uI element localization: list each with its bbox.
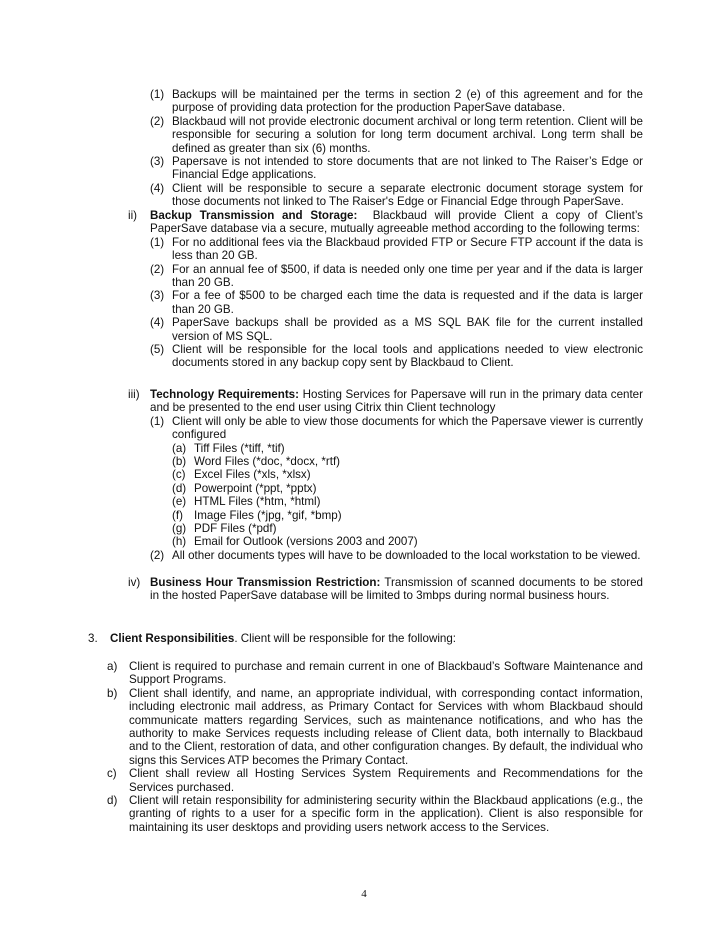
item-text: Client will be responsible to secure a separate electronic document storage system for those documents not linked to The Raiser's Edge or Financial Edge through PaperSave.: [172, 181, 643, 209]
list-item: [172, 455, 643, 468]
section-iv: [128, 576, 643, 603]
item-letter: c): [107, 767, 117, 781]
item-number: (4): [150, 316, 165, 330]
section-number: iv): [128, 576, 141, 589]
list-item: [172, 468, 643, 481]
list-item: [150, 316, 643, 343]
item-letter: (e): [172, 495, 187, 509]
list-item: [150, 115, 643, 155]
item-number: (4): [150, 181, 165, 195]
item-number: (3): [150, 289, 165, 303]
item-text: Powerpoint (*ppt, *pptx): [194, 481, 317, 495]
item-letter: (d): [172, 481, 187, 495]
item-text: Blackbaud will not provide electronic document archival or long term retention. Client will be responsible for securing a solution for long term document archival. Long term shall be defined as greater than six (6) months.: [172, 114, 643, 155]
item-text: For an annual fee of $500, if data is needed only one time per year and if the data is larger than 20 GB.: [172, 262, 643, 290]
section-iii-paragraph: [128, 388, 643, 415]
section-3-list: [107, 660, 643, 834]
list-item: [150, 88, 643, 115]
item-text: Tiff Files (*tiff, *tif): [194, 441, 285, 455]
item-number: (1): [150, 235, 165, 249]
item-letter: d): [107, 794, 118, 808]
section-text: Blackbaud will provide Client a copy of Client’s PaperSave database via a secure, mutually agreeable method according to the following terms:: [150, 209, 643, 236]
item-letter: b): [107, 686, 118, 700]
item-text: Client will only be able to view those documents for which the Papersave viewer is currently configured: [172, 414, 643, 442]
item-text: HTML Files (*htm, *html): [194, 495, 321, 509]
list-item: [107, 687, 643, 767]
list-item: [172, 495, 643, 508]
list-item: [150, 236, 643, 263]
item-text: PaperSave backups shall be provided as a MS SQL BAK file for the current installed version of MS SQL.: [172, 316, 643, 343]
item-number: (3): [150, 155, 165, 169]
section-number: ii): [128, 209, 138, 222]
section-number: iii): [128, 388, 140, 401]
item-text: Backups will be maintained per the terms in section 2 (e) of this agreement and for the purpose of providing data protection for the production PaperSave database.: [172, 88, 643, 115]
section-number: 3.: [88, 632, 98, 645]
item-text: PDF Files (*pdf): [194, 522, 277, 536]
item-text: Client shall identify, and name, an appropriate individual, with corresponding contact information, including electronic mail address, as Primary Contact for Services with whom Blackbaud should communicate matters regarding Services, such as maintenance notifications, and who has the authority to make Services requests including release of Client data, both internally to Blackbaud and to the Client, restoration of data, and other configuration changes. By default, the individual who signs this Services ATP becomes the Primary Contact.: [129, 686, 643, 767]
list-item: [150, 155, 643, 182]
item-text: Word Files (*doc, *docx, *rtf): [194, 455, 341, 469]
section-intro: . Client will be responsible for the following:: [234, 632, 457, 645]
item-text: For no additional fees via the Blackbaud provided FTP or Secure FTP account if the data is less than 20 GB.: [172, 235, 643, 263]
section-ii-paragraph: [128, 209, 643, 236]
list-item: [172, 442, 643, 455]
item-letter: a): [107, 660, 118, 673]
item-letter: (c): [172, 468, 186, 482]
item-letter: (a): [172, 441, 187, 455]
item-letter: (b): [172, 455, 187, 469]
section-ii: [128, 209, 643, 370]
section-heading: Backup Transmission and Storage:: [150, 209, 358, 222]
section-iii-list: [128, 415, 643, 562]
section-iv-paragraph: [128, 576, 643, 603]
section-text: Hosting Services for Papersave will run in the primary data center and be presented to the end user using Citrix thin Client technology: [150, 388, 643, 415]
list-item: [150, 182, 643, 209]
item-number: (5): [150, 343, 165, 357]
section-3-heading: [88, 632, 648, 645]
section-ii-list: [128, 236, 643, 370]
item-text: Client is required to purchase and remain current in one of Blackbaud’s Software Maintenance and Support Programs.: [129, 660, 643, 687]
item-text: All other documents types will have to be downloaded to the local workstation to be viewed.: [172, 548, 641, 562]
section-iii: [128, 388, 643, 562]
item-text: Papersave is not intended to store documents that are not linked to The Raiser’s Edge or Financial Edge applications.: [172, 155, 643, 182]
list-item: [150, 549, 643, 562]
item-number: (1): [150, 414, 165, 428]
section-heading: Technology Requirements:: [150, 388, 299, 401]
item-letter: (g): [172, 522, 187, 536]
list-item: [172, 509, 643, 522]
item-text: Image Files (*jpg, *gif, *bmp): [194, 508, 342, 522]
top-list: [150, 88, 643, 209]
list-item: [172, 535, 643, 548]
item-number: (2): [150, 262, 165, 276]
list-item: [150, 263, 643, 290]
item-text: Excel Files (*xls, *xlsx): [194, 468, 311, 482]
page-number: 4: [361, 888, 367, 900]
section-heading: Business Hour Transmission Restriction:: [150, 576, 381, 589]
item-number: (2): [150, 114, 165, 128]
section-text: Transmission of scanned documents to be stored in the hosted PaperSave database will be limited to 3mbps during normal business hours.: [150, 576, 643, 603]
item-letter: (h): [172, 535, 187, 549]
item-text: For a fee of $500 to be charged each time the data is requested and if the data is larger than 20 GB.: [172, 289, 643, 316]
list-item: [107, 660, 643, 687]
file-type-list: [150, 442, 643, 549]
list-item: [150, 343, 643, 370]
list-item: [172, 522, 643, 535]
item-number: (2): [150, 548, 165, 562]
list-item: [150, 415, 643, 442]
item-number: (1): [150, 88, 165, 101]
item-text: Client shall review all Hosting Services System Requirements and Recommendations for the Services purchased.: [129, 767, 643, 794]
item-text: Email for Outlook (versions 2003 and 2007): [194, 535, 418, 549]
item-text: Client will be responsible for the local tools and applications needed to view electronic documents stored in any backup copy sent by Blackbaud to Client.: [172, 343, 643, 370]
section-heading: Client Responsibilities: [110, 632, 235, 645]
list-item: [107, 767, 643, 794]
list-item: [107, 794, 643, 834]
item-text: Client will retain responsibility for administering security within the Blackbaud applications (e.g., the granting of rights to a user for a specific form in the application). Client is also responsible for maintaining its user desktops and providing users network access to the Services.: [129, 794, 643, 834]
item-letter: (f): [172, 508, 183, 522]
list-item: [172, 482, 643, 495]
list-item: [150, 289, 643, 316]
